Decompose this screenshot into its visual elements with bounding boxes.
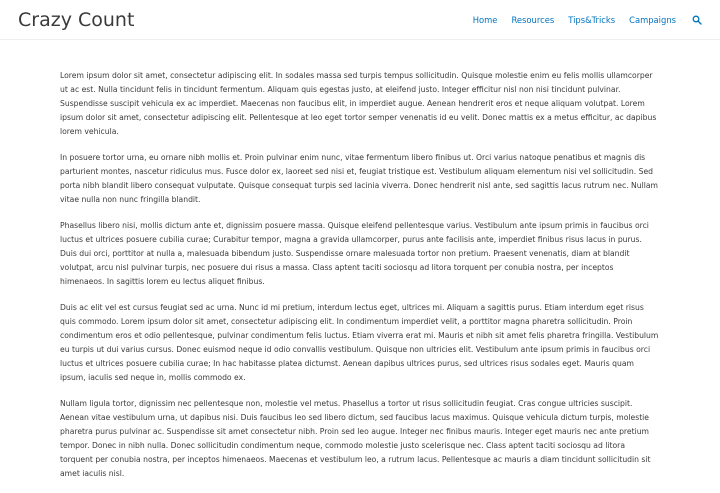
article-content <box>60 69 660 493</box>
main-navigation <box>473 14 676 26</box>
paragraph: Phasellus libero nisi, mollis dictum ante et, dignissim posuere massa. Quisque eleifend pellentesque varius. Vestibulum ante ipsum primis in faucibus orci luctus et ultrices posuere cubilia curae; Curabitur tempor, magna a gravida ullamcorper, purus ante facilisis ante, imperdiet finibus risus lacus in purus. Duis dui orci, porttitor at nulla a, malesuada bibendum justo. Suspendisse ornare malesuada tortor non pretium. Praesent venenatis, diam at blandit volutpat, arcu nisl pulvinar turpis, nec posuere dui risus a massa. Class aptent taciti sociosqu ad litora torquent per conubia nostra, per inceptos himenaeos. In sagittis lorem eu lectus aliquet finibus. <box>60 221 649 286</box>
site-header <box>0 0 720 40</box>
nav-item-home[interactable]: Home <box>472 15 498 25</box>
nav-item-resources[interactable]: Resources <box>511 15 555 25</box>
paragraph: Nullam ligula tortor, dignissim nec pellentesque non, molestie vel metus. Phasellus a tortor ut risus sollicitudin feugiat. Cras congue ultricies suscipit. Aenean vitae vestibulum urna, ut dapibus nisi. Duis faucibus leo sed libero dictum, sed faucibus lacus maximus. Quisque vehicula dictum turpis, molestie pharetra purus pulvinar ac. Suspendisse sit amet consectetur nibh. Proin sed leo augue. Integer nec finibus mauris. Integer eget mauris nec ante pretium tempor. Donec in nibh nulla. Donec sollicitudin condimentum neque, commodo molestie justo scelerisque nec. Class aptent taciti sociosqu ad litora torquent per conubia nostra, per inceptos himenaeos. Maecenas et vestibulum leo, a rutrum lacus. Pellentesque ac mauris a diam tincidunt sollicitudin sit amet iaculis nisl. <box>60 399 651 478</box>
paragraph: Lorem ipsum dolor sit amet, consectetur adipiscing elit. In sodales massa sed turpis tempus sollicitudin. Quisque molestie enim eu felis mollis ullamcorper ut ac est. Nulla tincidunt felis in tincidunt fermentum. Aliquam quis egestas justo, at eleifend justo. Integer efficitur nisl non nisi tincidunt pulvinar. Suspendisse suscipit vehicula ex ac imperdiet. Maecenas non faucibus elit, in imperdiet augue. Aenean hendrerit eros et neque aliquam volutpat. Lorem ipsum dolor sit amet, consectetur adipiscing elit. Pellentesque at leo eget tortor semper venenatis id eu velit. Donec mattis ex a metus efficitur, ac dapibus lorem vehicula. <box>60 71 657 136</box>
search-icon[interactable] <box>692 15 702 25</box>
nav-item-campaigns[interactable]: Campaigns <box>629 15 676 25</box>
paragraph: In posuere tortor urna, eu ornare nibh mollis et. Proin pulvinar enim nunc, vitae fermentum libero finibus ut. Orci varius natoque penatibus et magnis dis parturient montes, nascetur ridiculus mus. Fusce dolor ex, laoreet sed nisi et, feugiat tristique est. Vestibulum aliquam elementum nisi vel sollicitudin. Sed porta nibh blandit libero consequat vulputate. Quisque consequat turpis sed lacinia viverra. Donec hendrerit nisl ante, sed sagittis lacus rutrum nec. Nullam vitae nulla non nunc fringilla blandit. <box>60 153 658 204</box>
paragraph: Duis ac elit vel est cursus feugiat sed ac urna. Nunc id mi pretium, interdum lectus eget, ultrices mi. Aliquam a sagittis purus. Etiam interdum eget risus quis commodo. Lorem ipsum dolor sit amet, consectetur adipiscing elit. In condimentum imperdiet velit, a porttitor magna pharetra sollicitudin. Proin condimentum eros et odio pellentesque, pulvinar condimentum felis luctus. Etiam viverra erat mi. Mauris et nibh sit amet felis pharetra fringilla. Vestibulum eu turpis ut dui varius cursus. Donec euismod neque id odio convallis vestibulum. Quisque non ultricies elit. Vestibulum ante ipsum primis in faucibus orci luctus et ultrices posuere cubilia curae; In hac habitasse platea dictumst. Aenean dapibus ultrices purus, sed ultrices risus sodales eget. Mauris quam ipsum, iaculis sed neque in, mollis commodo ex. <box>60 303 659 382</box>
nav-item-tips-tricks[interactable]: Tips&Tricks <box>568 15 616 25</box>
site-title[interactable]: Crazy Count <box>18 9 135 31</box>
